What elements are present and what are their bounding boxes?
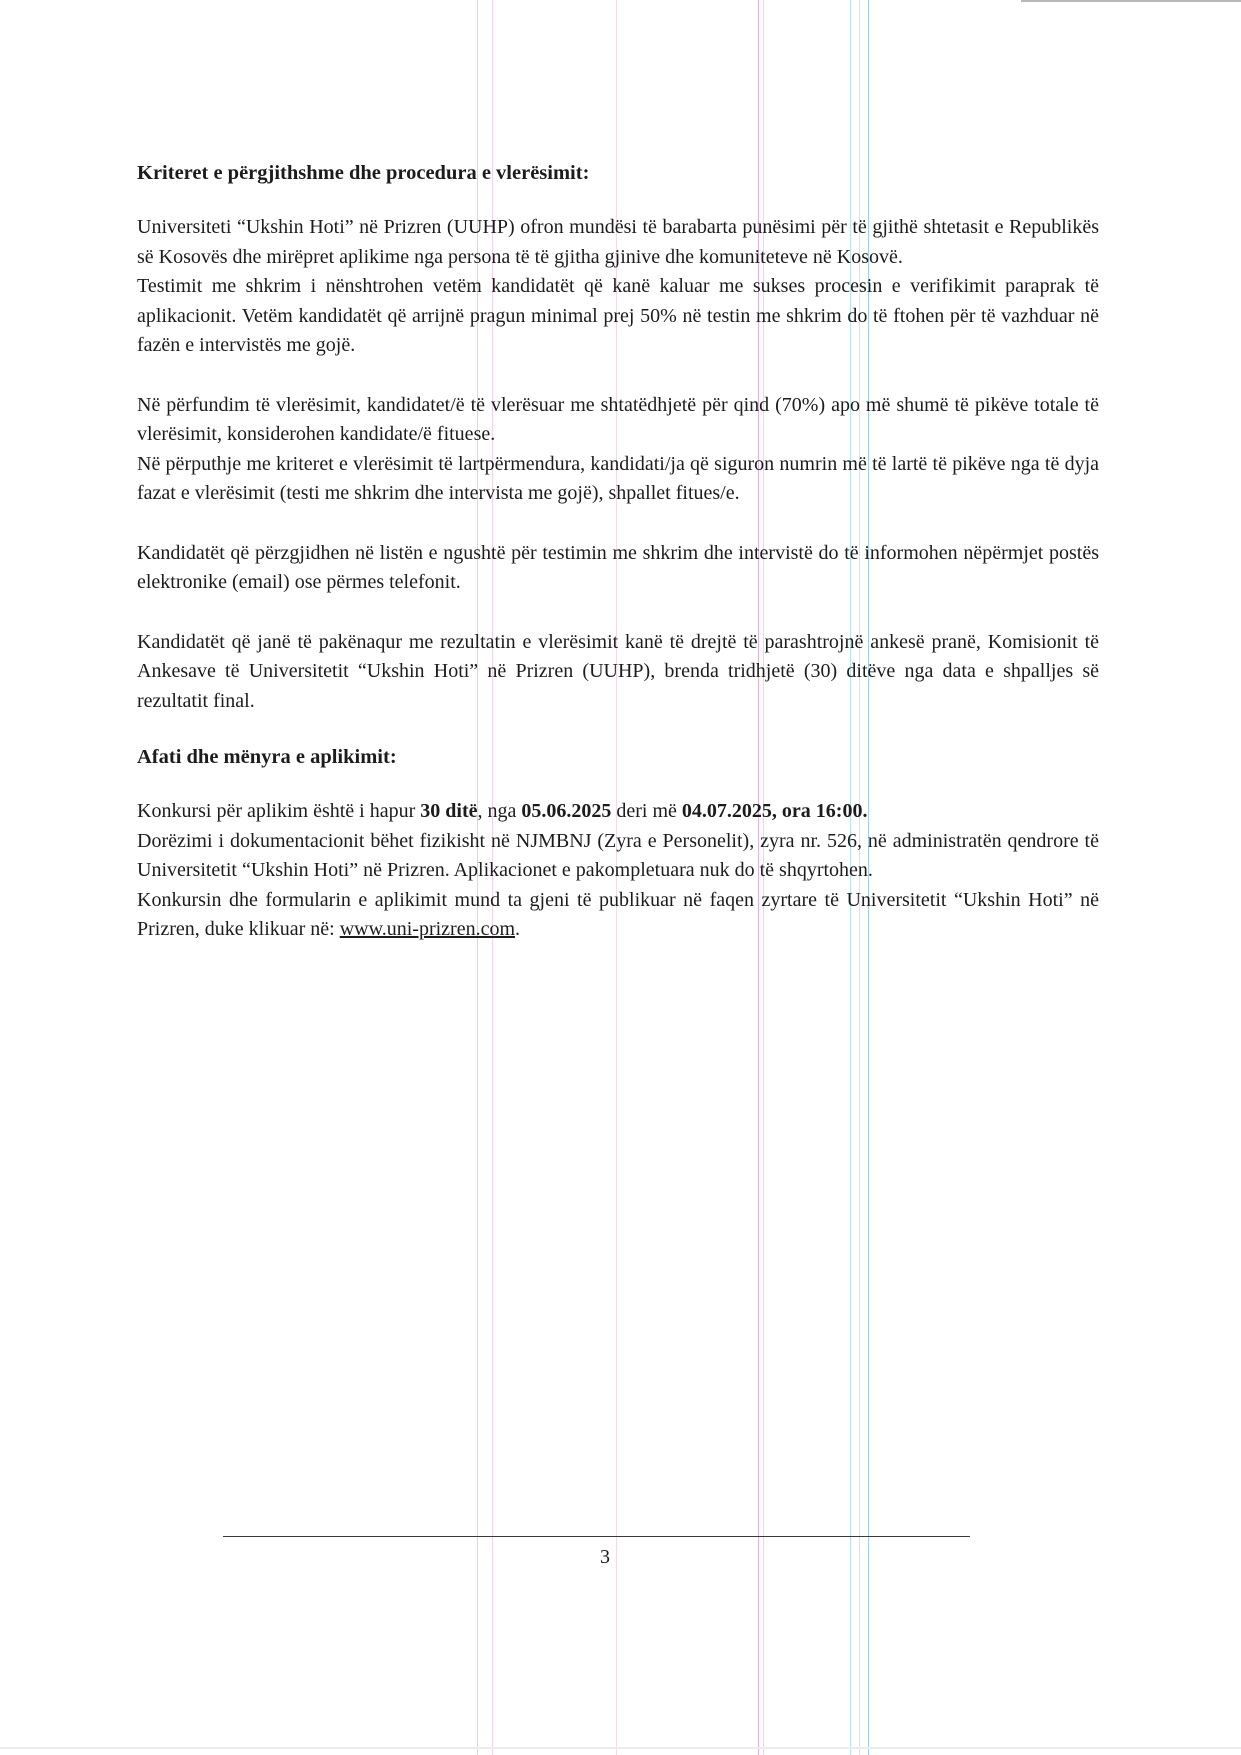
paragraph-deadline xyxy=(137,797,1099,827)
deadline-duration: 30 ditë xyxy=(420,800,478,822)
scan-edge-shade xyxy=(0,1747,1241,1749)
paragraph-winning-threshold: Në përfundim të vlerësimit, kandidatet/ë të vlerësuar me shtatëdhjetë për qind (70%) apo më shumë të pikëve totale të vlerësimit, konsiderohen kandidate/ë fituese. xyxy=(137,393,1099,445)
university-website-link[interactable]: www.uni-prizren.com xyxy=(339,918,516,940)
footer-divider xyxy=(223,1536,970,1537)
paragraph-publication xyxy=(137,886,1099,945)
deadline-text: deri më xyxy=(611,800,682,822)
paragraph-equal-opportunity: Universiteti “Ukshin Hoti” në Prizren (UUHP) ofron mundësi të barabarta punësimi për të gjithë shtetasit e Republikës së Kosovës dhe mirëpret aplikime nga persona të të gjitha gjinive dhe komuniteteve në Kosovë. xyxy=(137,216,1099,268)
scan-edge-mark xyxy=(1021,0,1241,2)
publication-text-end: . xyxy=(515,918,521,940)
paragraph-written-test: Testimit me shkrim i nënshtrohen vetëm kandidatët që kanë kaluar me sukses procesin e verifikimit paraprak të aplikacionit. Vetëm kandidatët që arrijnë pragun minimal prej 50% në testin me shkrim do të ftohen për të vazhduar në fazën e intervistës me gojë. xyxy=(137,275,1099,356)
deadline-start-date: 05.06.2025 xyxy=(521,800,612,822)
deadline-end-date: 04.07.2025, ora 16:00. xyxy=(681,800,868,822)
document-body xyxy=(137,162,1099,945)
deadline-text: , nga xyxy=(477,800,522,822)
deadline-text: Konkursi për aplikim është i hapur xyxy=(137,800,421,822)
section-heading-deadline: Afati dhe mënyra e aplikimit: xyxy=(137,746,397,768)
paragraph-submission: Dorëzimi i dokumentacionit bëhet fizikisht në NJMBNJ (Zyra e Personelit), zyra nr. 526, në administratën qendrore të Universitetit “Ukshin Hoti” në Prizren. Aplikacionet e pakompletuara nuk do të shqyrtohen. xyxy=(137,829,1099,881)
publication-text: Konkursin dhe formularin e aplikimit mund ta gjeni të publikuar në faqen zyrtare të Universitetit “Ukshin Hoti” në Prizren, duke klikuar në: xyxy=(137,888,1099,940)
section-heading-criteria: Kriteret e përgjithshme dhe procedura e vlerësimit: xyxy=(137,162,590,184)
paragraph-winner-selection: Në përputhje me kriteret e vlerësimit të lartpërmendura, kandidati/ja që siguron numrin më të lartë të pikëve nga të dyja fazat e vlerësimit (testi me shkrim dhe intervista me gojë), shpallet fitues/e. xyxy=(137,452,1099,504)
paragraph-appeals: Kandidatët që janë të pakënaqur me rezultatin e vlerësimit kanë të drejtë të parashtrojnë ankesë pranë, Komisionit të Ankesave të Universitetit “Ukshin Hoti” në Prizren (UUHP), brenda tridhjetë (30) ditëve nga data e shpalljes së rezultatit final. xyxy=(137,630,1099,712)
paragraph-shortlist-notification: Kandidatët që përzgjidhen në listën e ngushtë për testimin me shkrim dhe intervistë do të informohen nëpërmjet postës elektronike (email) ose përmes telefonit. xyxy=(137,541,1099,593)
page-number: 3 xyxy=(600,1546,610,1568)
